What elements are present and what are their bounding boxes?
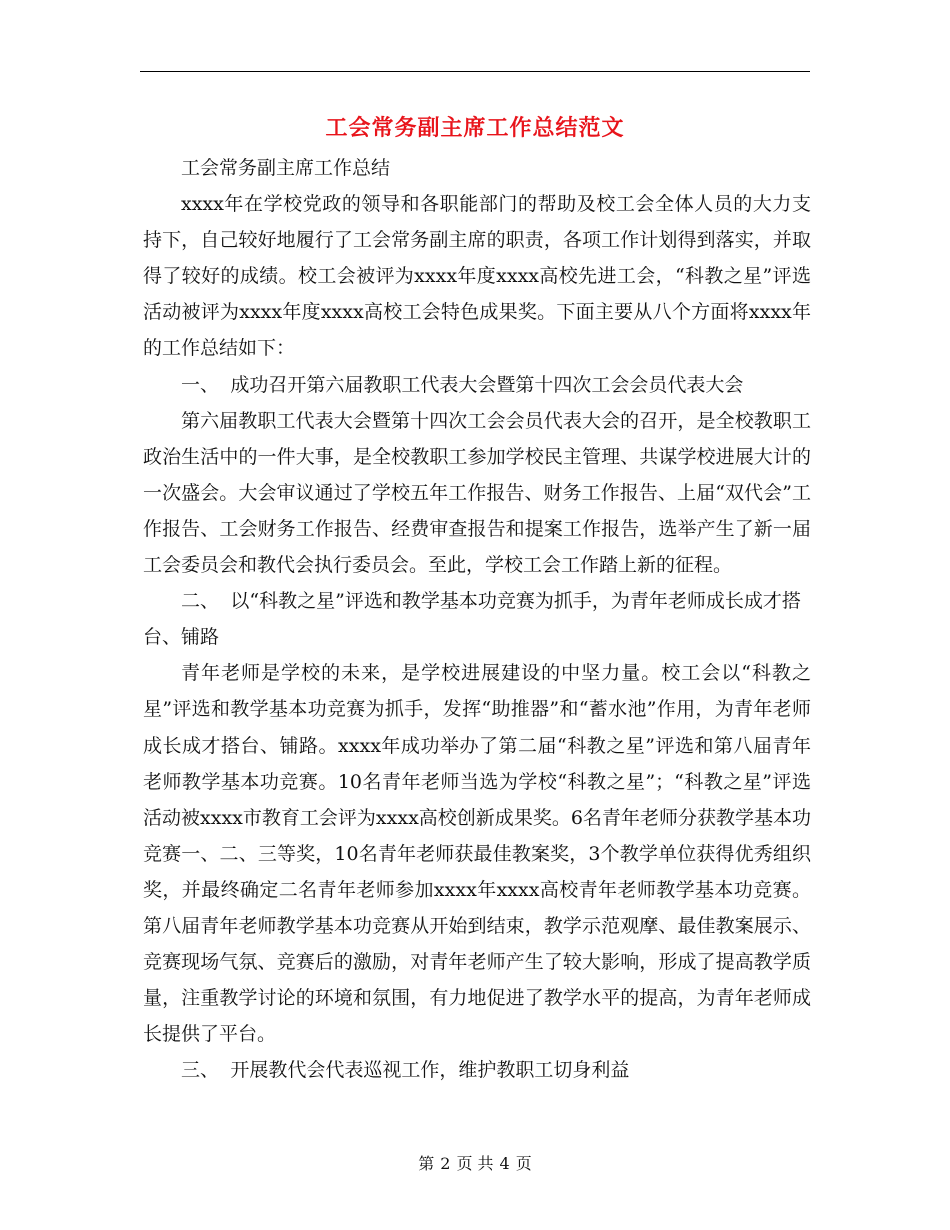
section-heading-2 <box>143 583 811 655</box>
document-body <box>143 150 811 1088</box>
footer-middle: 页 共 <box>456 1154 494 1173</box>
section-heading-text: 以“科教之星”评选和教学基本功竞赛为抓手，为青年老师成长成才搭台、铺路 <box>143 590 801 649</box>
document-subtitle: 工会常务副主席工作总结 <box>181 157 391 179</box>
document-title: 工会常务副主席工作总结范文 <box>325 115 625 141</box>
footer-suffix: 页 <box>515 1154 532 1173</box>
section-heading-text: 开展教代会代表巡视工作，维护教职工切身利益 <box>230 1059 630 1082</box>
footer-current-page: 2 <box>440 1154 451 1173</box>
section-number: 一、 <box>181 373 220 396</box>
section-heading-text: 成功召开第六届教职工代表大会暨第十四次工会会员代表大会 <box>230 373 744 396</box>
footer-prefix: 第 <box>418 1154 435 1173</box>
header-rule <box>140 71 810 72</box>
body-paragraph: 第六届教职工代表大会暨第十四次工会会员代表大会的召开，是全校教职工政治生活中的一件大事，是全校教职工参加学校民主管理、共谋学校进展大计的一次盛会。大会审议通过了学校五年工作报告、财务工作报告、上届“双代会”工作报告、工会财务工作报告、经费审查报告和提案工作报告，选举产生了新一届工会委员会和教代会执行委员会。至此，学校工会工作踏上新的征程。 <box>143 409 811 577</box>
section-heading-1 <box>143 367 811 403</box>
page-footer <box>0 1152 950 1176</box>
body-paragraph: xxxx年在学校党政的领导和各职能部门的帮助及校工会全体人员的大力支持下，自己较好地履行了工会常务副主席的职责，各项工作计划得到落实，并取得了较好的成绩。校工会被评为xxxx年度xxxx高校先进工会，“科教之星”评选活动被评为xxxx年度xxxx高校工会特色成果奖。下面主要从八个方面将xxxx年的工作总结如下： <box>143 193 811 360</box>
section-heading-3 <box>143 1052 811 1088</box>
section-number: 三、 <box>181 1059 220 1082</box>
section-number: 二、 <box>181 590 220 613</box>
body-paragraph: 青年老师是学校的未来，是学校进展建设的中坚力量。校工会以“科教之星”评选和教学基本功竞赛为抓手，发挥“助推器”和“蓄水池”作用，为青年老师成长成才搭台、铺路。xxxx年成功举办了第二届“科教之星”评选和第八届青年老师教学基本功竞赛。10名青年老师当选为学校“科教之星”；“科教之星”评选活动被xxxx市教育工会评为xxxx高校创新成果奖。6名青年老师分获教学基本功竞赛一、二、三等奖，10名青年老师获最佳教案奖，3个教学单位获得优秀组织奖，并最终确定二名青年老师参加xxxx年xxxx高校青年老师教学基本功竞赛。第八届青年老师教学基本功竞赛从开始到结束，教学示范观摩、最佳教案展示、竞赛现场气氛、竞赛后的激励，对青年老师产生了较大影响，形成了提高教学质量，注重教学讨论的环境和氛围，有力地促进了教学水平的提高，为青年老师成长提供了平台。 <box>143 662 811 1046</box>
footer-total-pages: 4 <box>499 1154 510 1173</box>
